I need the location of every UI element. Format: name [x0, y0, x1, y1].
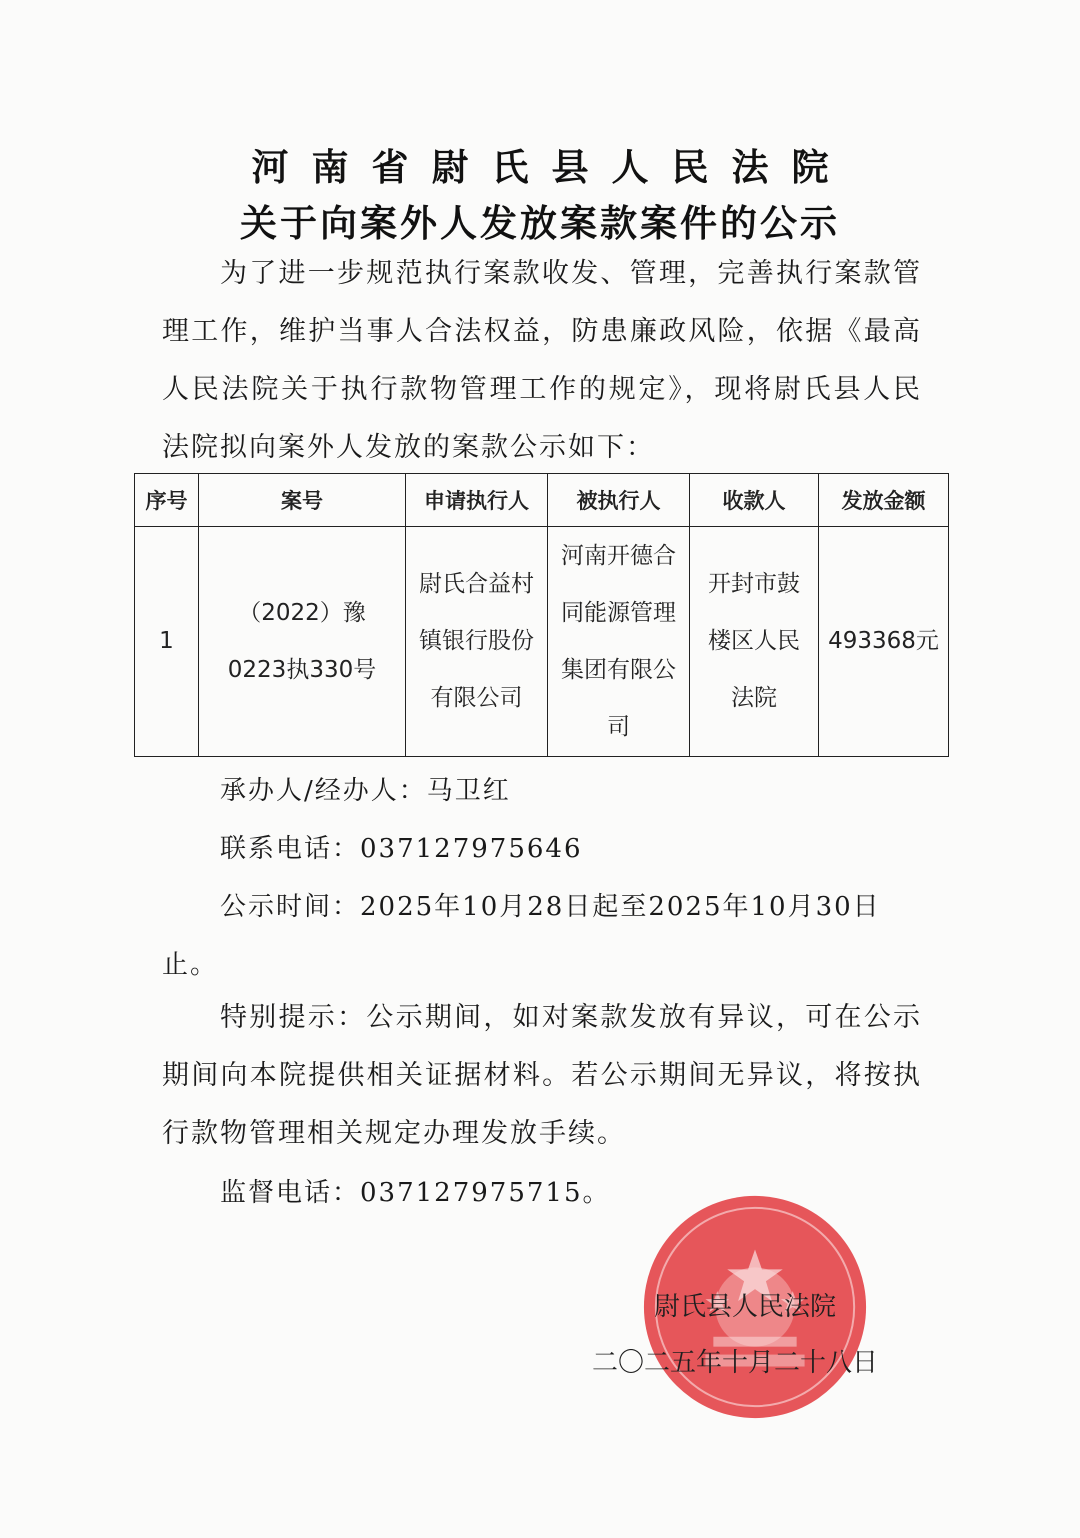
cell-respondent: 河南开德合同能源管理集团有限公司 [548, 527, 690, 757]
phone-line: 联系电话：037127975646 [220, 834, 583, 864]
cell-case-number: （2022）豫0223执330号 [199, 527, 406, 757]
cell-amount: 493368元 [819, 527, 949, 757]
notice-paragraph: 特别提示：公示期间，如对案款发放有异议，可在公示期间向本院提供相关证据材料。若公示期间无异议，将按执行款物管理相关规定办理发放手续。 [162, 1002, 922, 1149]
cell-index: 1 [135, 527, 199, 757]
signature-date: 二〇二五年十月二十八日 [592, 1348, 879, 1378]
table-header-row [135, 474, 949, 527]
period-line-end: 止。 [162, 950, 219, 980]
cell-payee: 开封市鼓楼区人民法院 [690, 527, 819, 757]
supervision-phone-line: 监督电话：037127975715。 [220, 1178, 611, 1208]
signature-court: 尉氏县人民法院 [654, 1292, 837, 1322]
handler-line: 承办人/经办人：马卫红 [220, 776, 511, 806]
cell-applicant: 尉氏合益村镇银行股份有限公司 [406, 527, 548, 757]
header-respondent: 被执行人 [548, 474, 690, 527]
header-amount: 发放金额 [819, 474, 949, 527]
document-title-line2: 关于向案外人发放案款案件的公示 [240, 202, 840, 245]
intro-paragraph: 为了进一步规范执行案款收发、管理，完善执行案款管理工作，维护当事人合法权益，防患廉政风险，依据《最高人民法院关于执行款物管理工作的规定》，现将尉氏县人民法院拟向案外人发放的案款公示如下： [162, 258, 922, 463]
document-title-line1: 河南省尉氏县人民法院 [251, 146, 852, 189]
table-row [135, 527, 949, 757]
header-payee: 收款人 [690, 474, 819, 527]
header-case-number: 案号 [199, 474, 406, 527]
header-applicant: 申请执行人 [406, 474, 548, 527]
case-table [134, 473, 949, 757]
header-index: 序号 [135, 474, 199, 527]
period-line: 公示时间：2025年10月28日起至2025年10月30日 [220, 892, 881, 922]
